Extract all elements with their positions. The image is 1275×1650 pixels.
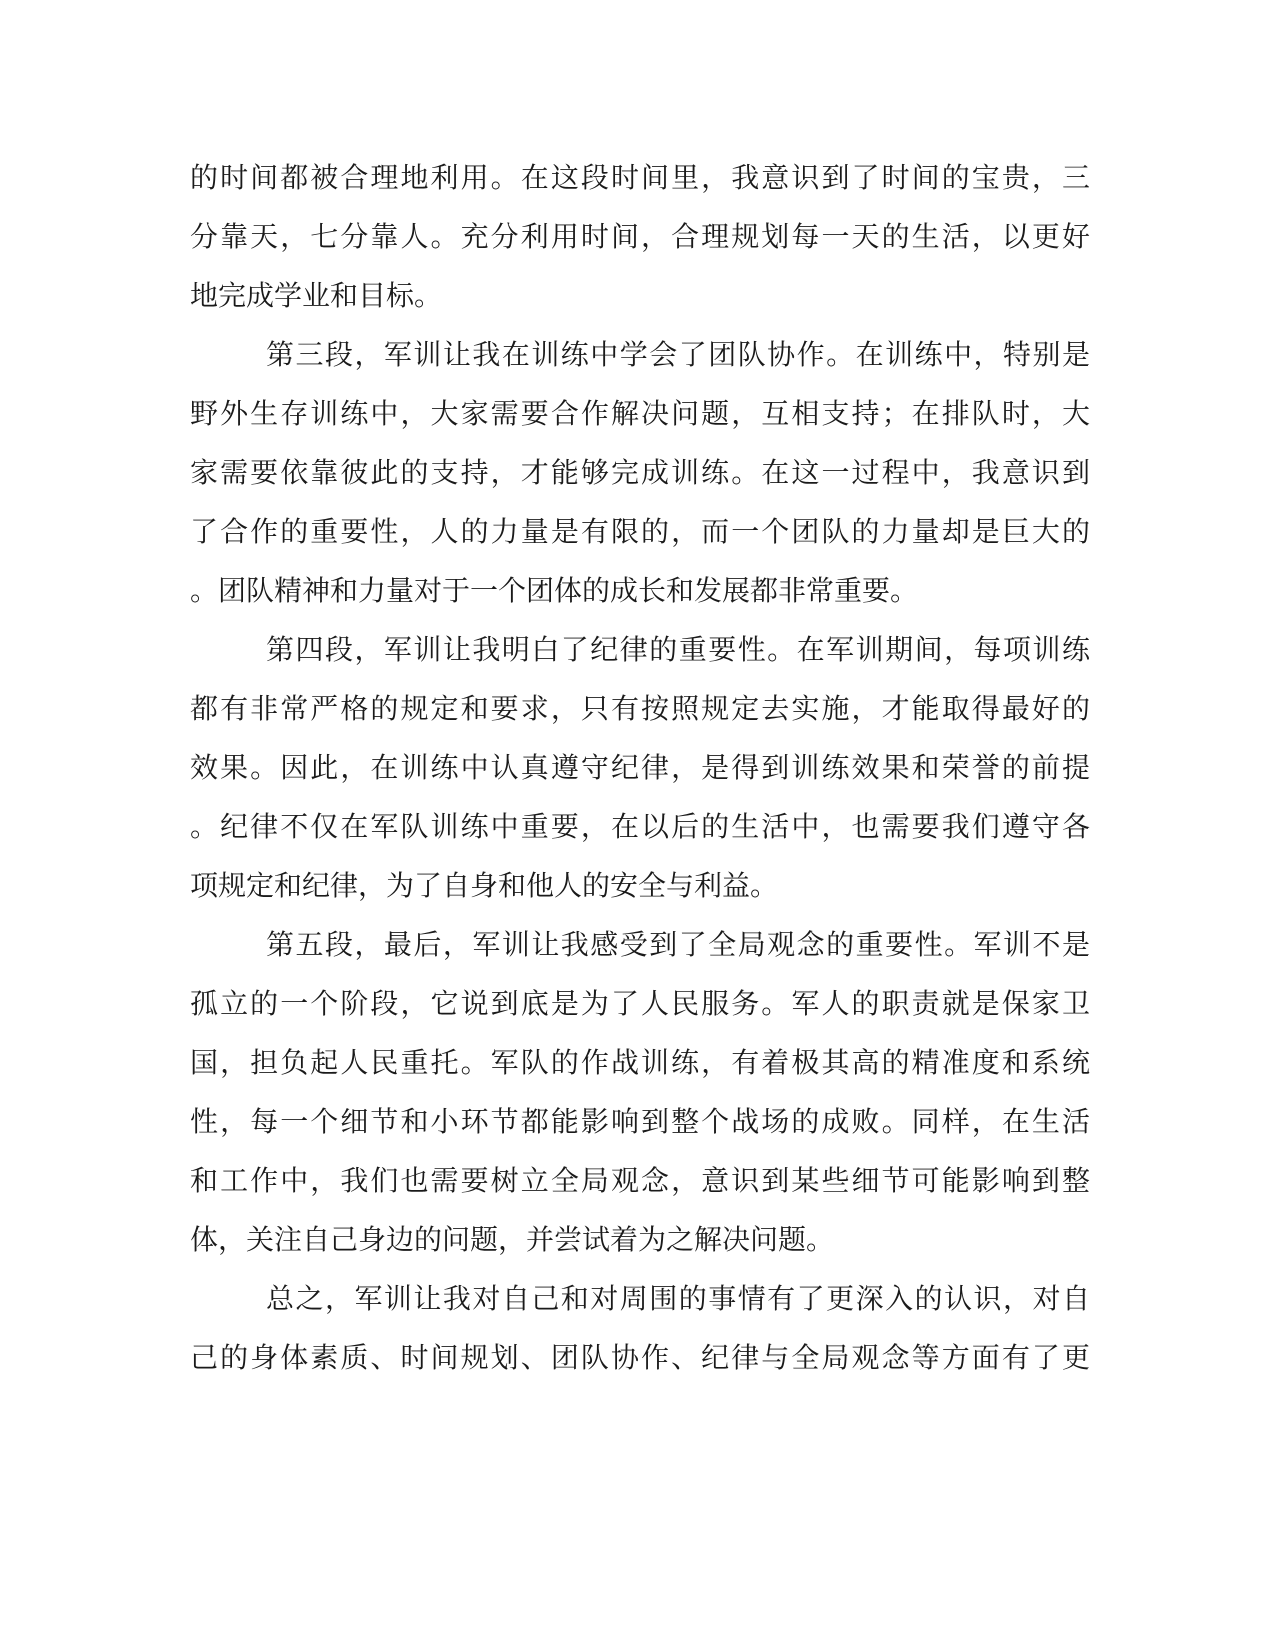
text-line: 性，每一个细节和小环节都能影响到整个战场的成败。同样，在生活: [190, 1105, 1090, 1138]
text-line: 家需要依靠彼此的支持，才能够完成训练。在这一过程中，我意识到: [190, 456, 1090, 489]
text-line: 野外生存训练中，大家需要合作解决问题，互相支持；在排队时，大: [190, 397, 1090, 430]
paragraph-first-line: 第五段，最后，军训让我感受到了全局观念的重要性。军训不是: [266, 928, 1090, 961]
paragraph-first-line: 总之，军训让我对自己和对周围的事情有了更深入的认识，对自: [266, 1282, 1090, 1315]
text-line: 。团队精神和力量对于一个团体的成长和发展都非常重要。: [190, 574, 919, 607]
text-line: 效果。因此，在训练中认真遵守纪律，是得到训练效果和荣誉的前提: [190, 751, 1090, 784]
text-line: 的时间都被合理地利用。在这段时间里，我意识到了时间的宝贵，三: [190, 161, 1090, 194]
text-line: 和工作中，我们也需要树立全局观念，意识到某些细节可能影响到整: [190, 1164, 1090, 1197]
text-line: 体，关注自己身边的问题，并尝试着为之解决问题。: [190, 1223, 835, 1256]
text-line: 都有非常严格的规定和要求，只有按照规定去实施，才能取得最好的: [190, 692, 1090, 725]
text-line: 孤立的一个阶段，它说到底是为了人民服务。军人的职责就是保家卫: [190, 987, 1090, 1020]
paragraph-first-line: 第三段，军训让我在训练中学会了团队协作。在训练中，特别是: [266, 338, 1090, 371]
paragraph-first-line: 第四段，军训让我明白了纪律的重要性。在军训期间，每项训练: [266, 633, 1090, 666]
text-line: 分靠天，七分靠人。充分利用时间，合理规划每一天的生活，以更好: [190, 220, 1090, 253]
text-line: 。纪律不仅在军队训练中重要，在以后的生活中，也需要我们遵守各: [190, 810, 1090, 843]
text-line: 了合作的重要性，人的力量是有限的，而一个团队的力量却是巨大的: [190, 515, 1090, 548]
text-line: 地完成学业和目标。: [190, 279, 443, 312]
text-line: 己的身体素质、时间规划、团队协作、纪律与全局观念等方面有了更: [190, 1341, 1090, 1374]
text-line: 项规定和纪律，为了自身和他人的安全与利益。: [190, 869, 779, 902]
text-line: 国，担负起人民重托。军队的作战训练，有着极其高的精准度和系统: [190, 1046, 1090, 1079]
